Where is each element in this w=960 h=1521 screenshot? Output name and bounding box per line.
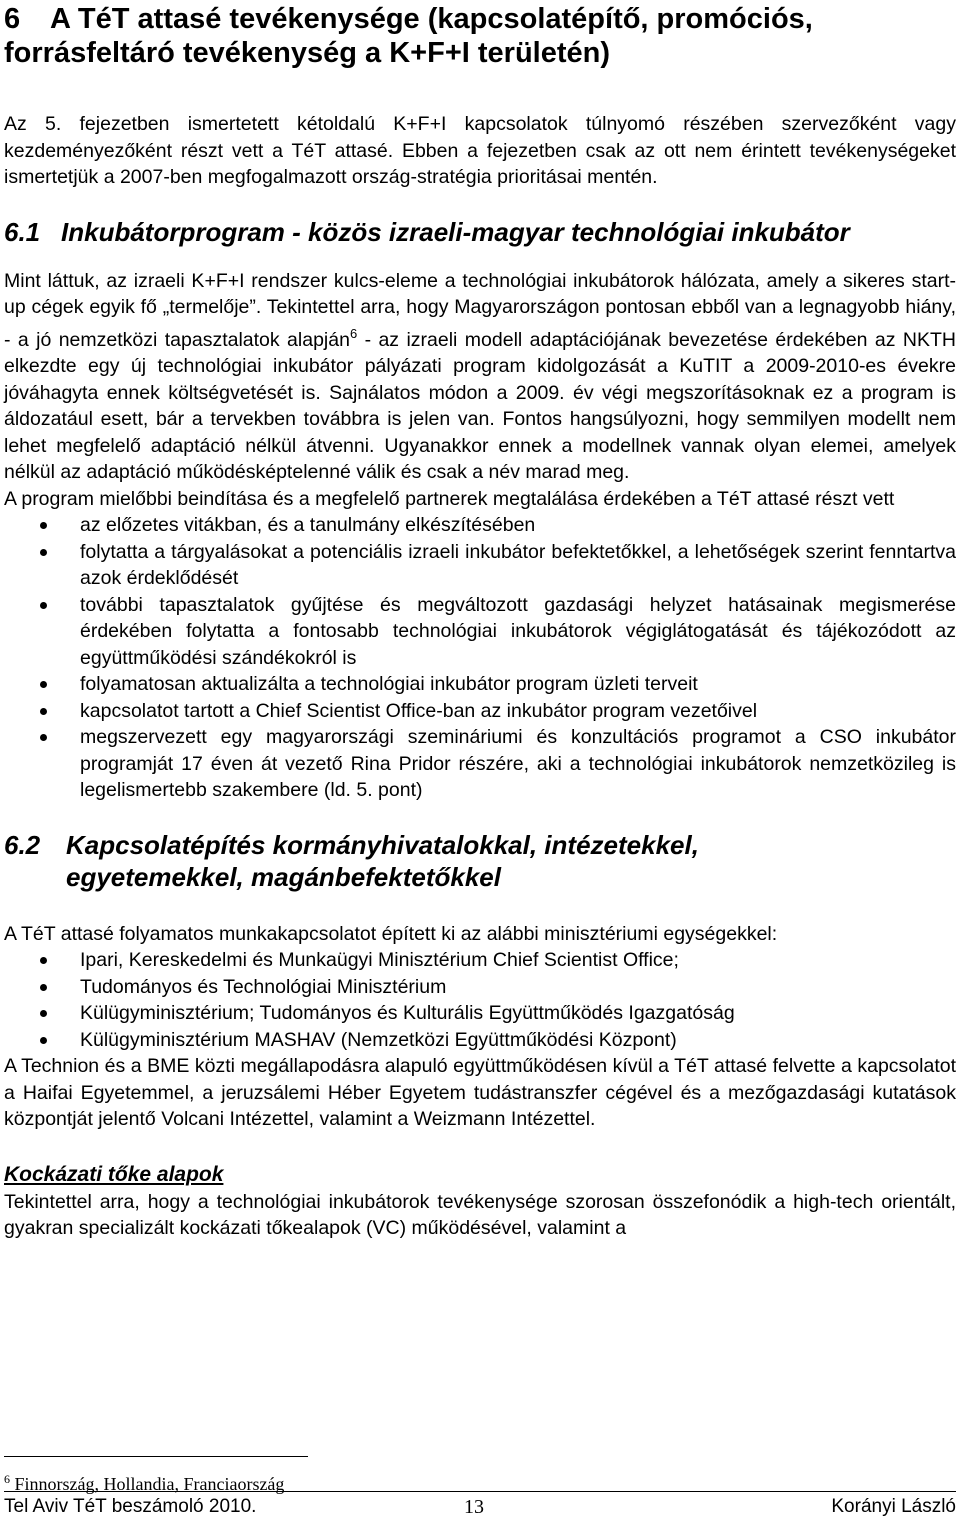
list-item: Külügyminisztérium MASHAV (Nemzetközi Együttműködési Központ) — [4, 1027, 956, 1054]
footnote-text: Finnország, Hollandia, Franciaország — [14, 1474, 285, 1494]
document-page — [4, 0, 956, 1242]
chapter-heading — [4, 2, 956, 70]
ministry-list — [4, 947, 956, 1053]
bullet-icon — [40, 708, 47, 715]
bullet-icon — [40, 1037, 47, 1044]
section-title: Inkubátorprogram - közös izraeli-magyar technológiai inkubátor — [61, 216, 850, 247]
incubator-paragraph — [4, 268, 956, 486]
incubator-paragraph-part1: Mint láttuk, az izraeli K+F+I rendszer kulcs-eleme a technológiai inkubátorok hálózata, amely a sikeres start-up cégek egyik fő „termelője”. Tekintettel arra, hogy Magyarországon pontosan ebből van a legnagyobb hiány, - a jó nemzetközi tapasztalatok alapján — [4, 269, 956, 351]
footer-author: Korányi László — [831, 1496, 956, 1517]
footnote-reference: 6 — [349, 325, 358, 341]
universities-paragraph: A Technion és a BME közti megállapodásra alapuló együttműködésen kívül a TéT attasé felvette a kapcsolatot a Haifai Egyetemmel, a jeruzsálemi Héber Egyetem tudástranszfer cégével és a mezőgazdasági kutatások központját jelentő Volcani Intézettel, valamint a Weizmann Intézettel. — [4, 1055, 956, 1130]
activity-list — [4, 512, 956, 804]
list-item: folytatta a tárgyalásokat a potenciális izraeli inkubátor befektetőkkel, a lehetőségek szerint fenntartva azok érdeklődését — [4, 539, 956, 592]
section-heading-6-1 — [4, 216, 956, 248]
section-heading-6-2 — [4, 829, 956, 893]
list-item: folyamatosan aktualizálta a technológiai inkubátor program üzleti terveit — [4, 671, 956, 698]
intro-paragraph: Az 5. fejezetben ismertetett kétoldalú K+F+I kapcsolatok túlnyomó részében szervezőként vagy kezdeményezőként részt vett a TéT attasé. Ebben a fejezetben csak az ott nem érintett tevékenységeket ismertetjük a 2007-ben megfogalmazott ország-stratégia prioritásai mentén. — [4, 113, 956, 188]
section-number: 6.2 — [4, 829, 41, 860]
page-footer — [4, 1491, 956, 1520]
bullet-icon — [40, 522, 47, 529]
subsection-heading-vc: Kockázati tőke alapok — [4, 1162, 224, 1186]
bullet-icon — [40, 984, 47, 991]
program-paragraph: A program mielőbbi beindítása és a megfelelő partnerek megtalálása érdekében a TéT attasé részt vett — [4, 487, 895, 510]
bullet-icon — [40, 681, 47, 688]
list-item: kapcsolatot tartott a Chief Scientist Office-ban az inkubátor program vezetőivel — [4, 698, 956, 725]
bullet-icon — [40, 1010, 47, 1017]
list-item: Tudományos és Technológiai Minisztérium — [4, 974, 956, 1001]
section-number: 6.1 — [4, 216, 41, 247]
list-item: megszervezett egy magyarországi szemináriumi és konzultációs programot a CSO inkubátor programját 17 éven át vezető Rina Pridor részére, aki a technológiai inkubátorok nemzetközileg is legelismertebb szakembere (ld. 5. pont) — [4, 724, 956, 804]
section-title-line1: Kapcsolatépítés kormányhivatalokkal, intézetekkel, — [66, 829, 699, 860]
bullet-icon — [40, 957, 47, 964]
bullet-icon — [40, 602, 47, 609]
page-number: 13 — [464, 1496, 484, 1518]
vc-paragraph: Tekintettel arra, hogy a technológiai inkubátorok tevékenysége szorosan összefonódik a high-tech orientált, gyakran specializált kockázati tőkealapok (VC) működésével, valamint a — [4, 1190, 956, 1239]
footnote-divider — [4, 1456, 308, 1457]
list-item: az előzetes vitákban, és a tanulmány elkészítésében — [4, 512, 956, 539]
bullet-icon — [40, 734, 47, 741]
footer-report-title: Tel Aviv TéT beszámoló 2010. — [4, 1496, 257, 1517]
footnote-number: 6 — [4, 1472, 10, 1486]
chapter-title: A TéT attasé tevékenysége (kapcsolatépítő, promóciós, forrásfeltáró tevékenység a K+F+I területén) — [4, 3, 813, 69]
list-item: Külügyminisztérium; Tudományos és Kulturális Együttműködés Igazgatóság — [4, 1000, 956, 1027]
list-item: Ipari, Kereskedelmi és Munkaügyi Minisztérium Chief Scientist Office; — [4, 947, 956, 974]
incubator-paragraph-part2: - az izraeli modell adaptációjának bevezetése érdekében az NKTH elkezdte egy új technológiai inkubátor pályázati program kidolgozását a KuTIT a 2009-2010-es évekre jóváhagyta ennek költségvetését is. Sajnálatos módon a 2009. év végi megszorításoknak ez a program is áldozatául esett, bár a tervekben továbbra is jelen van. Fontos hangsúlyozni, hogy semmilyen modellt nem lehet megfelelő adaptáció nélkül átvenni. Ugyanakkor ennek a modellnek vannak olyan elemei, amelyek nélkül az adaptáció működésképtelenné válik és csak a név marad meg. — [4, 328, 956, 483]
chapter-number: 6 — [4, 3, 21, 35]
section-title-line2: egyetemekkel, magánbefektetőkkel — [66, 861, 501, 892]
bullet-icon — [40, 549, 47, 556]
list-item: további tapasztalatok gyűjtése és megváltozott gazdasági helyzet hatásainak megismerése érdekében folytatta a fontosabb technológiai inkubátorok végiglátogatását és tájékozódott az együttműködési szándékokról is — [4, 592, 956, 672]
ministries-paragraph: A TéT attasé folyamatos munkakapcsolatot épített ki az alábbi minisztériumi egységekkel: — [4, 922, 778, 945]
